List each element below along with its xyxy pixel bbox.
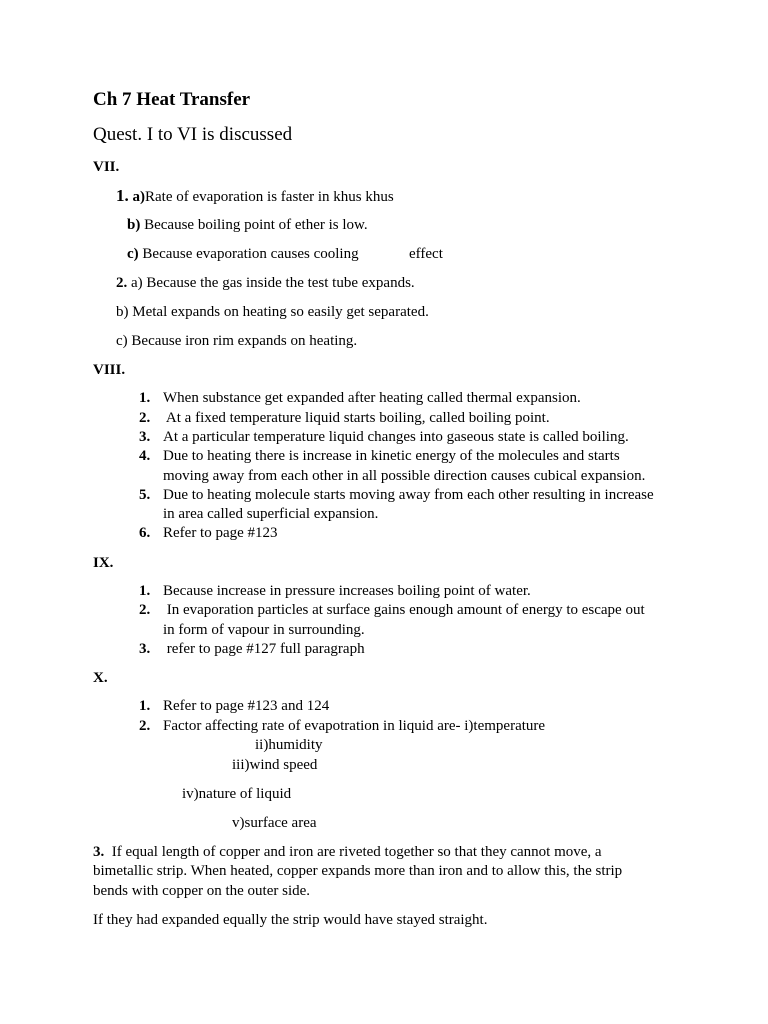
list-item-text: In evaporation particles at surface gains enough amount of energy to escape out xyxy=(163,602,645,618)
x-q3-text: If equal length of copper and iron are riveted together so that they cannot move, a xyxy=(104,844,602,860)
list-item-text: Because increase in pressure increases boiling point of water. xyxy=(163,583,531,599)
vii-q1-a-text: Rate of evaporation is faster in khus khus xyxy=(145,189,394,205)
section-heading-x: X. xyxy=(93,670,108,686)
factor-surface-area: v)surface area xyxy=(232,815,317,831)
vii-q1-a xyxy=(116,186,394,207)
list-item xyxy=(139,640,365,659)
list-item-text: Factor affecting rate of evapotration in liquid are- i)temperature xyxy=(163,718,546,734)
section-heading-viii: VIII. xyxy=(93,362,126,378)
factor-wind-speed: iii)wind speed xyxy=(232,757,318,773)
list-item xyxy=(139,524,278,543)
vii-q2-number: 2. xyxy=(116,275,128,291)
list-item xyxy=(139,486,654,505)
factor-nature-of-liquid: iv)nature of liquid xyxy=(182,786,292,802)
list-item-number: 4. xyxy=(139,448,151,464)
vii-q1-c-text: Because evaporation causes cooling xyxy=(138,246,359,262)
vii-q1-a-label: a) xyxy=(132,189,145,205)
list-item-number: 5. xyxy=(139,487,151,503)
vii-q1-c-label: c) xyxy=(127,246,139,262)
list-item-continuation: in form of vapour in surrounding. xyxy=(163,622,365,638)
vii-q1-number: 1. xyxy=(116,186,129,205)
x-q3-line3: bends with copper on the outer side. xyxy=(93,883,311,899)
page-title: Ch 7 Heat Transfer xyxy=(93,89,251,110)
list-item xyxy=(139,601,645,620)
list-item xyxy=(139,428,629,447)
list-item xyxy=(139,582,531,601)
list-item-number: 1. xyxy=(139,698,151,714)
vii-q1-b-text: Because boiling point of ether is low. xyxy=(140,217,368,233)
list-item-text: At a particular temperature liquid changes into gaseous state is called boiling. xyxy=(163,429,629,445)
section-heading-ix: IX. xyxy=(93,555,114,571)
list-item-continuation: in area called superficial expansion. xyxy=(163,506,379,522)
list-item-number: 2. xyxy=(139,718,151,734)
list-item-continuation: moving away from each other in all possible direction causes cubical expansion. xyxy=(163,468,646,484)
list-item-text: Due to heating there is increase in kinetic energy of the molecules and starts xyxy=(163,448,620,464)
vii-q1-b xyxy=(127,216,368,235)
list-item xyxy=(139,409,550,428)
list-item xyxy=(139,697,329,716)
x-q3-number: 3. xyxy=(93,844,105,860)
vii-q2-a-text: a) Because the gas inside the test tube expands. xyxy=(127,275,415,291)
list-item-number: 3. xyxy=(139,641,151,657)
list-item xyxy=(139,447,620,466)
list-item xyxy=(139,389,581,408)
vii-q2-a xyxy=(116,274,415,293)
vii-q1-b-label: b) xyxy=(127,217,141,233)
list-item-number: 1. xyxy=(139,390,151,406)
page-subtitle: Quest. I to VI is discussed xyxy=(93,124,293,145)
x-q3-line1 xyxy=(93,843,602,862)
section-heading-vii: VII. xyxy=(93,159,120,175)
list-item-text: Due to heating molecule starts moving away from each other resulting in increase xyxy=(163,487,654,503)
list-item xyxy=(139,717,545,736)
vii-q1-c xyxy=(127,245,359,264)
list-item-number: 2. xyxy=(139,602,151,618)
list-item-text: Refer to page #123 and 124 xyxy=(163,698,330,714)
list-item-number: 2. xyxy=(139,410,151,426)
list-item-number: 1. xyxy=(139,583,151,599)
list-item-text: refer to page #127 full paragraph xyxy=(163,641,365,657)
vii-q2-c: c) Because iron rim expands on heating. xyxy=(116,333,358,349)
vii-q2-b: b) Metal expands on heating so easily get separated. xyxy=(116,304,429,320)
list-item-text: At a fixed temperature liquid starts boiling, called boiling point. xyxy=(163,410,550,426)
list-item-number: 6. xyxy=(139,525,151,541)
closing-paragraph: If they had expanded equally the strip would have stayed straight. xyxy=(93,912,488,928)
factor-humidity: ii)humidity xyxy=(255,737,323,753)
x-q3-line2: bimetallic strip. When heated, copper expands more than iron and to allow this, the strip xyxy=(93,863,623,879)
list-item-text: Refer to page #123 xyxy=(163,525,278,541)
vii-q1-c-tail: effect xyxy=(409,246,443,262)
list-item-text: When substance get expanded after heating called thermal expansion. xyxy=(163,390,581,406)
list-item-number: 3. xyxy=(139,429,151,445)
